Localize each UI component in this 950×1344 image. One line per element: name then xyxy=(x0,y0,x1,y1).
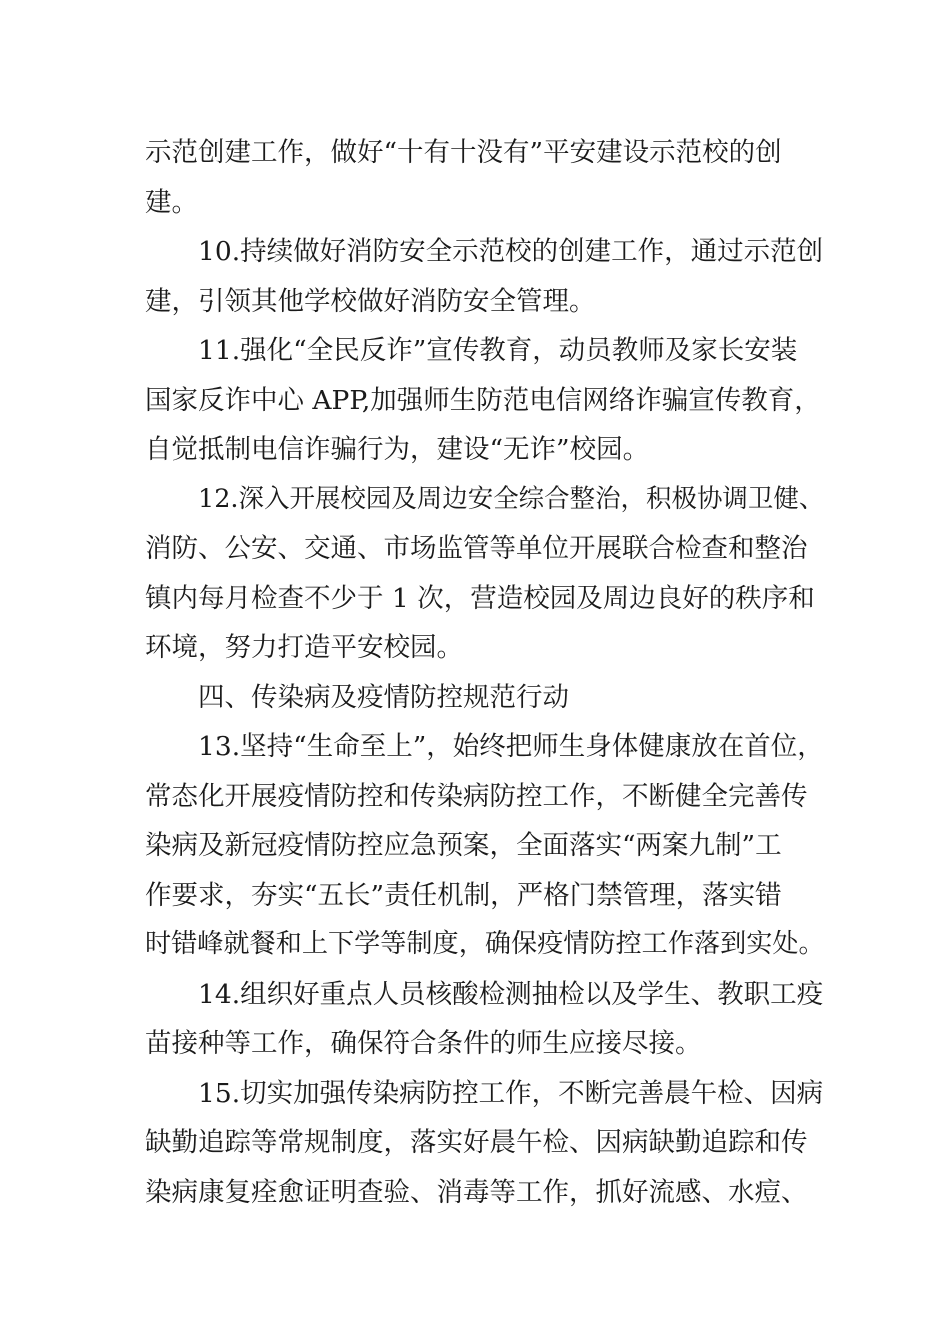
text-line: 示范创建工作，做好“十有十没有”平安建设示范校的创 xyxy=(145,137,782,168)
text-line: 染病康复痊愈证明查验、消毒等工作，抓好流感、水痘、 xyxy=(145,1176,808,1208)
paragraph-11 xyxy=(145,326,825,475)
paragraph-12 xyxy=(145,475,825,673)
text-line: 11.强化“全民反诈”宣传教育，动员教师及家长安装 xyxy=(198,335,798,366)
text-line: 13.坚持“生命至上”，始终把师生身体健康放在首位， xyxy=(198,731,824,762)
text-line: 染病及新冠疫情防控应急预案，全面落实“两案九制”工 xyxy=(145,830,782,861)
text-line: 15.切实加强传染病防控工作，不断完善晨午检、因病 xyxy=(198,1077,824,1109)
section-heading-4 xyxy=(145,673,825,723)
section-heading: 四、传染病及疫情防控规范行动 xyxy=(198,681,569,713)
text-line: 作要求，夯实“五长”责任机制，严格门禁管理，落实错 xyxy=(145,879,782,911)
text-line: 环境，努力打造平安校园。 xyxy=(145,632,463,663)
text-line: 自觉抵制电信诈骗行为，建设“无诈”校园。 xyxy=(145,434,650,465)
paragraph-14 xyxy=(145,970,825,1069)
text-line: 消防、公安、交通、市场监管等单位开展联合检查和整治 xyxy=(145,533,808,564)
text-line: 常态化开展疫情防控和传染病防控工作，不断健全完善传 xyxy=(145,780,808,812)
text-line: 镇内每月检查不少于 1 次，营造校园及周边良好的秩序和 xyxy=(145,582,815,614)
text-line: 12.深入开展校园及周边安全综合整治，积极协调卫健、 xyxy=(198,483,825,514)
text-line: 建。 xyxy=(145,186,198,218)
text-line: 缺勤追踪等常规制度，落实好晨午检、因病缺勤追踪和传 xyxy=(145,1127,808,1158)
paragraph-continued xyxy=(145,128,825,227)
text-line: 10.持续做好消防安全示范校的创建工作，通过示范创 xyxy=(198,236,824,267)
text-line: 14.组织好重点人员核酸检测抽检以及学生、教职工疫 xyxy=(198,978,824,1010)
paragraph-10 xyxy=(145,227,825,326)
document-body xyxy=(145,128,825,1217)
paragraph-15 xyxy=(145,1069,825,1218)
text-line: 苗接种等工作，确保符合条件的师生应接尽接。 xyxy=(145,1028,702,1059)
text-line: 时错峰就餐和上下学等制度，确保疫情防控工作落到实处。 xyxy=(145,929,825,959)
text-line: 建，引领其他学校做好消防安全管理。 xyxy=(145,285,596,317)
text-line: 国家反诈中心 APP,加强师生防范电信网络诈骗宣传教育， xyxy=(145,384,821,416)
paragraph-13 xyxy=(145,722,825,970)
